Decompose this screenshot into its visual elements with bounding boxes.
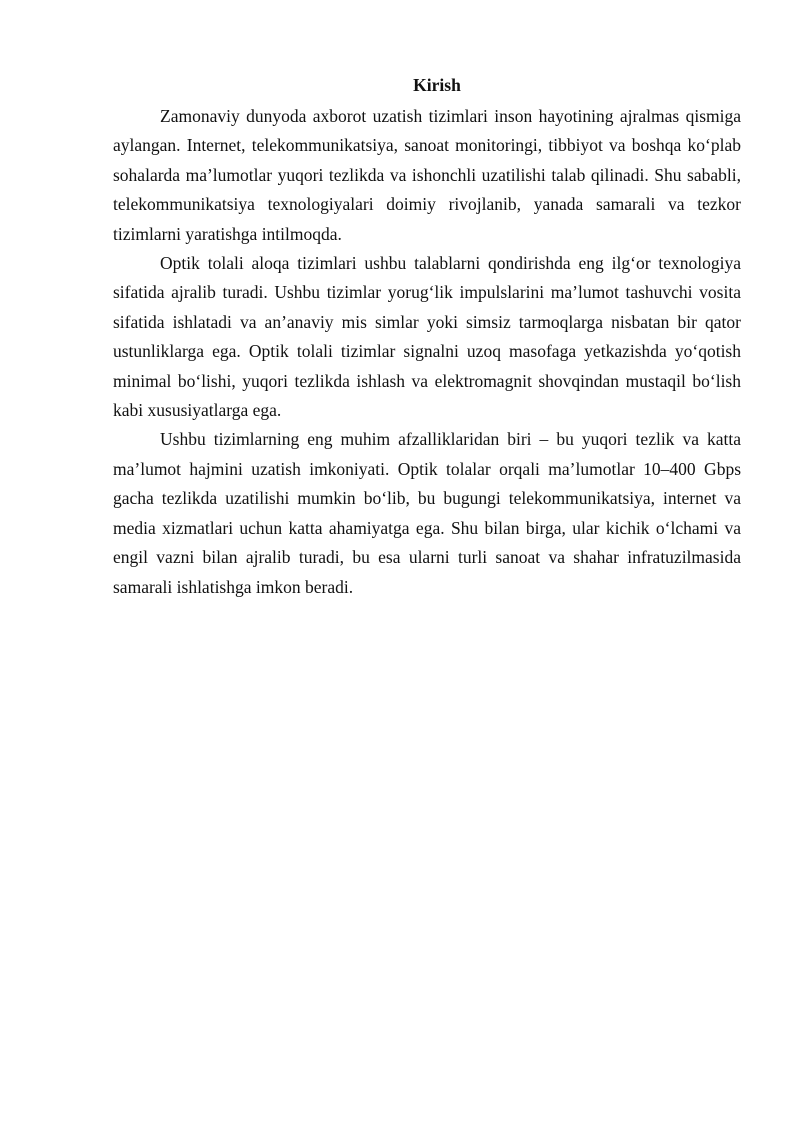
paragraph-1: Zamonaviy dunyoda axborot uzatish tizimlari inson hayotining ajralmas qismiga aylangan. Internet, telekommunikatsiya, sanoat monitoringi, tibbiyot va boshqa ko‘plab sohalarda ma’lumotlar yuqori tezlikda va ishonchli uzatilishi talab qilinadi. Shu sababli, telekommunikatsiya texnologiyalari doimiy rivojlanib, yanada samarali va tezkor tizimlarni yaratishga intilmoqda. [113, 106, 741, 244]
paragraph-2: Optik tolali aloqa tizimlari ushbu talablarni qondirishda eng ilg‘or texnologiya sifatida ajralib turadi. Ushbu tizimlar yorug‘lik impulslarini ma’lumot tashuvchi vosita sifatida ishlatadi va an’anaviy mis simlar yoki simsiz tarmoqlarga nisbatan bir qator ustunliklarga ega. Optik tolali tizimlar signalni uzoq masofaga yetkazishda yo‘qotish minimal bo‘lishi, yuqori tezlikda ishlash va elektromagnit shovqindan mustaqil bo‘lish kabi xususiyatlarga ega. [113, 253, 741, 421]
document-body [113, 70, 741, 602]
paragraph-3: Ushbu tizimlarning eng muhim afzalliklaridan biri – bu yuqori tezlik va katta ma’lumot hajmini uzatish imkoniyati. Optik tolalar orqali ma’lumotlar 10–400 Gbps gacha tezlikda uzatilishi mumkin bo‘lib, bu bugungi telekommunikatsiya, internet va media xizmatlari uchun katta ahamiyatga ega. Shu bilan birga, ular kichik o‘lchami va engil vazni bilan ajralib turadi, bu esa ularni turli sanoat va shahar infratuzilmasida samarali ishlatishga imkon beradi. [113, 429, 741, 597]
section-title: Kirish [413, 75, 461, 95]
